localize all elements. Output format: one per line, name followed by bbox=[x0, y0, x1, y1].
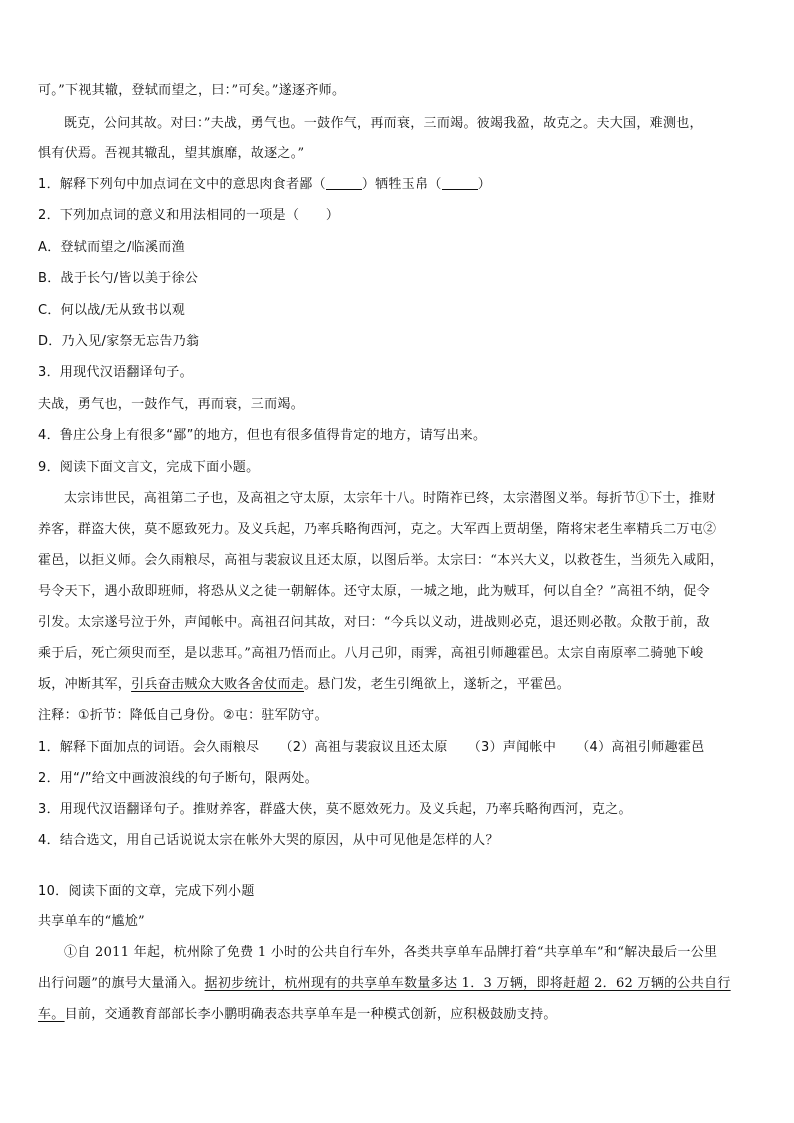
passage-line: 号令天下，遇小敌即班师，将恐从义之徒一朝解体。还守太原，一城之地，此为贼耳，何以自全？”高祖不纳，促令 bbox=[38, 584, 710, 599]
question-9-4: 4．结合选文，用自己话说说太宗在帐外大哭的原因，从中可见他是怎样的人？ bbox=[38, 833, 499, 848]
option-b: B．战于长勺/皆以美于徐公 bbox=[38, 271, 199, 286]
option-c: C．何以战/无从致书以观 bbox=[38, 303, 186, 318]
question-8-4: 4．鲁庄公身上有很多“鄙”的地方，但也有很多值得肯定的地方，请写出来。 bbox=[38, 428, 487, 443]
passage-line: 太宗讳世民，高祖第二子也，及高祖之守太原，太宗年十八。时隋祚已终，太宗潜图义举。每折节①下士，推财 bbox=[64, 491, 716, 506]
answer-blank[interactable] bbox=[442, 177, 478, 190]
passage-line: 惧有伏焉。吾视其辙乱，望其旗靡，故逐之。” bbox=[38, 146, 305, 161]
question-9-title: 9．阅读下面文言文，完成下面小题。 bbox=[38, 460, 260, 475]
question-8-1: 1．解释下列句中加点词在文中的意思肉食者鄙（ ）牺牲玉帛（ ） bbox=[38, 177, 491, 192]
passage-line: 可。”下视其辙，登轼而望之，曰：”可矣。”遂逐齐师。 bbox=[38, 83, 346, 98]
question-9-2: 2．用“/”给文中画波浪线的句子断句，限两处。 bbox=[38, 771, 319, 786]
passage-line: 霍邑，以拒义师。会久雨粮尽，高祖与裴寂议且还太原，以图后举。太宗曰：“本兴大义，以救苍生，当须先入咸阳， bbox=[38, 553, 724, 568]
passage-line: 车。目前，交通教育部部长李小鹏明确表态共享单车是一种模式创新，应积极鼓励支持。 bbox=[38, 1007, 557, 1022]
underlined-sentence: 车。 bbox=[38, 1007, 65, 1022]
question-9-1: 1．解释下面加点的词语。会久雨粮尽 （2）高祖与裴寂议且还太原 （3）声闻帐中 （4）高祖引师趣霍邑 bbox=[38, 740, 705, 755]
answer-blank[interactable] bbox=[326, 177, 362, 190]
passage-line: 养客，群盗大侠，莫不愿致死力。及义兵起，乃率兵略徇西河，克之。大军西上贾胡堡，隋将宋老生率精兵二万屯② bbox=[38, 522, 717, 537]
question-8-3: 3．用现代汉语翻译句子。 bbox=[38, 365, 193, 380]
passage-line: 出行问题”的旗号大量涌入。据初步统计，杭州现有的共享单车数量多达 1．3 万辆，即将赶超 2．62 万辆的公共自行 bbox=[38, 976, 731, 991]
annotation: 注释：①折节：降低自己身份。②屯：驻军防守。 bbox=[38, 708, 328, 723]
passage-line: 既克，公问其故。对曰：”夫战，勇气也。一鼓作气，再而衰，三而竭。彼竭我盈，故克之。夫大国，难测也， bbox=[64, 116, 703, 131]
question-9-3: 3．用现代汉语翻译句子。推财养客，群盛大侠，莫不愿效死力。及义兵起，乃率兵略徇西河，克之。 bbox=[38, 802, 632, 817]
article-title: 共享单车的“尴尬” bbox=[38, 914, 145, 929]
underlined-sentence: 引兵奋击贼众大败各舍仗而走 bbox=[131, 677, 305, 692]
underlined-sentence: 据初步统计，杭州现有的共享单车数量多达 1．3 万辆，即将赶超 2．62 万辆的公共自行 bbox=[204, 976, 731, 991]
question-10-title: 10．阅读下面的文章，完成下列小题 bbox=[38, 884, 255, 899]
question-8-2: 2．下列加点词的意义和用法相同的一项是（ ） bbox=[38, 208, 340, 223]
translation-sentence: 夫战，勇气也，一鼓作气，再而衰，三而竭。 bbox=[38, 397, 305, 412]
passage-line: 坂，冲断其军，引兵奋击贼众大败各舍仗而走。悬门发，老生引绳欲上，遂斩之，平霍邑。 bbox=[38, 677, 571, 692]
option-a: A．登轼而望之/临溪而渔 bbox=[38, 240, 185, 255]
passage-line: 乘于后，死亡须臾而至，是以悲耳。”高祖乃悟而止。八月己卯，雨霁，高祖引师趣霍邑。太宗自南原率二骑驰下峻 bbox=[38, 646, 704, 661]
option-d: D．乃入见/家祭无忘告乃翁 bbox=[38, 334, 200, 349]
passage-line: 引发。太宗遂号泣于外，声闻帐中。高祖召问其故，对曰：“今兵以义动，进战则必克，退还则必散。众散于前，敌 bbox=[38, 615, 710, 630]
passage-line: ①自 2011 年起，杭州除了免费 1 小时的公共自行车外，各类共享单车品牌打着“共享单车”和“解决最后一公里 bbox=[64, 945, 718, 960]
